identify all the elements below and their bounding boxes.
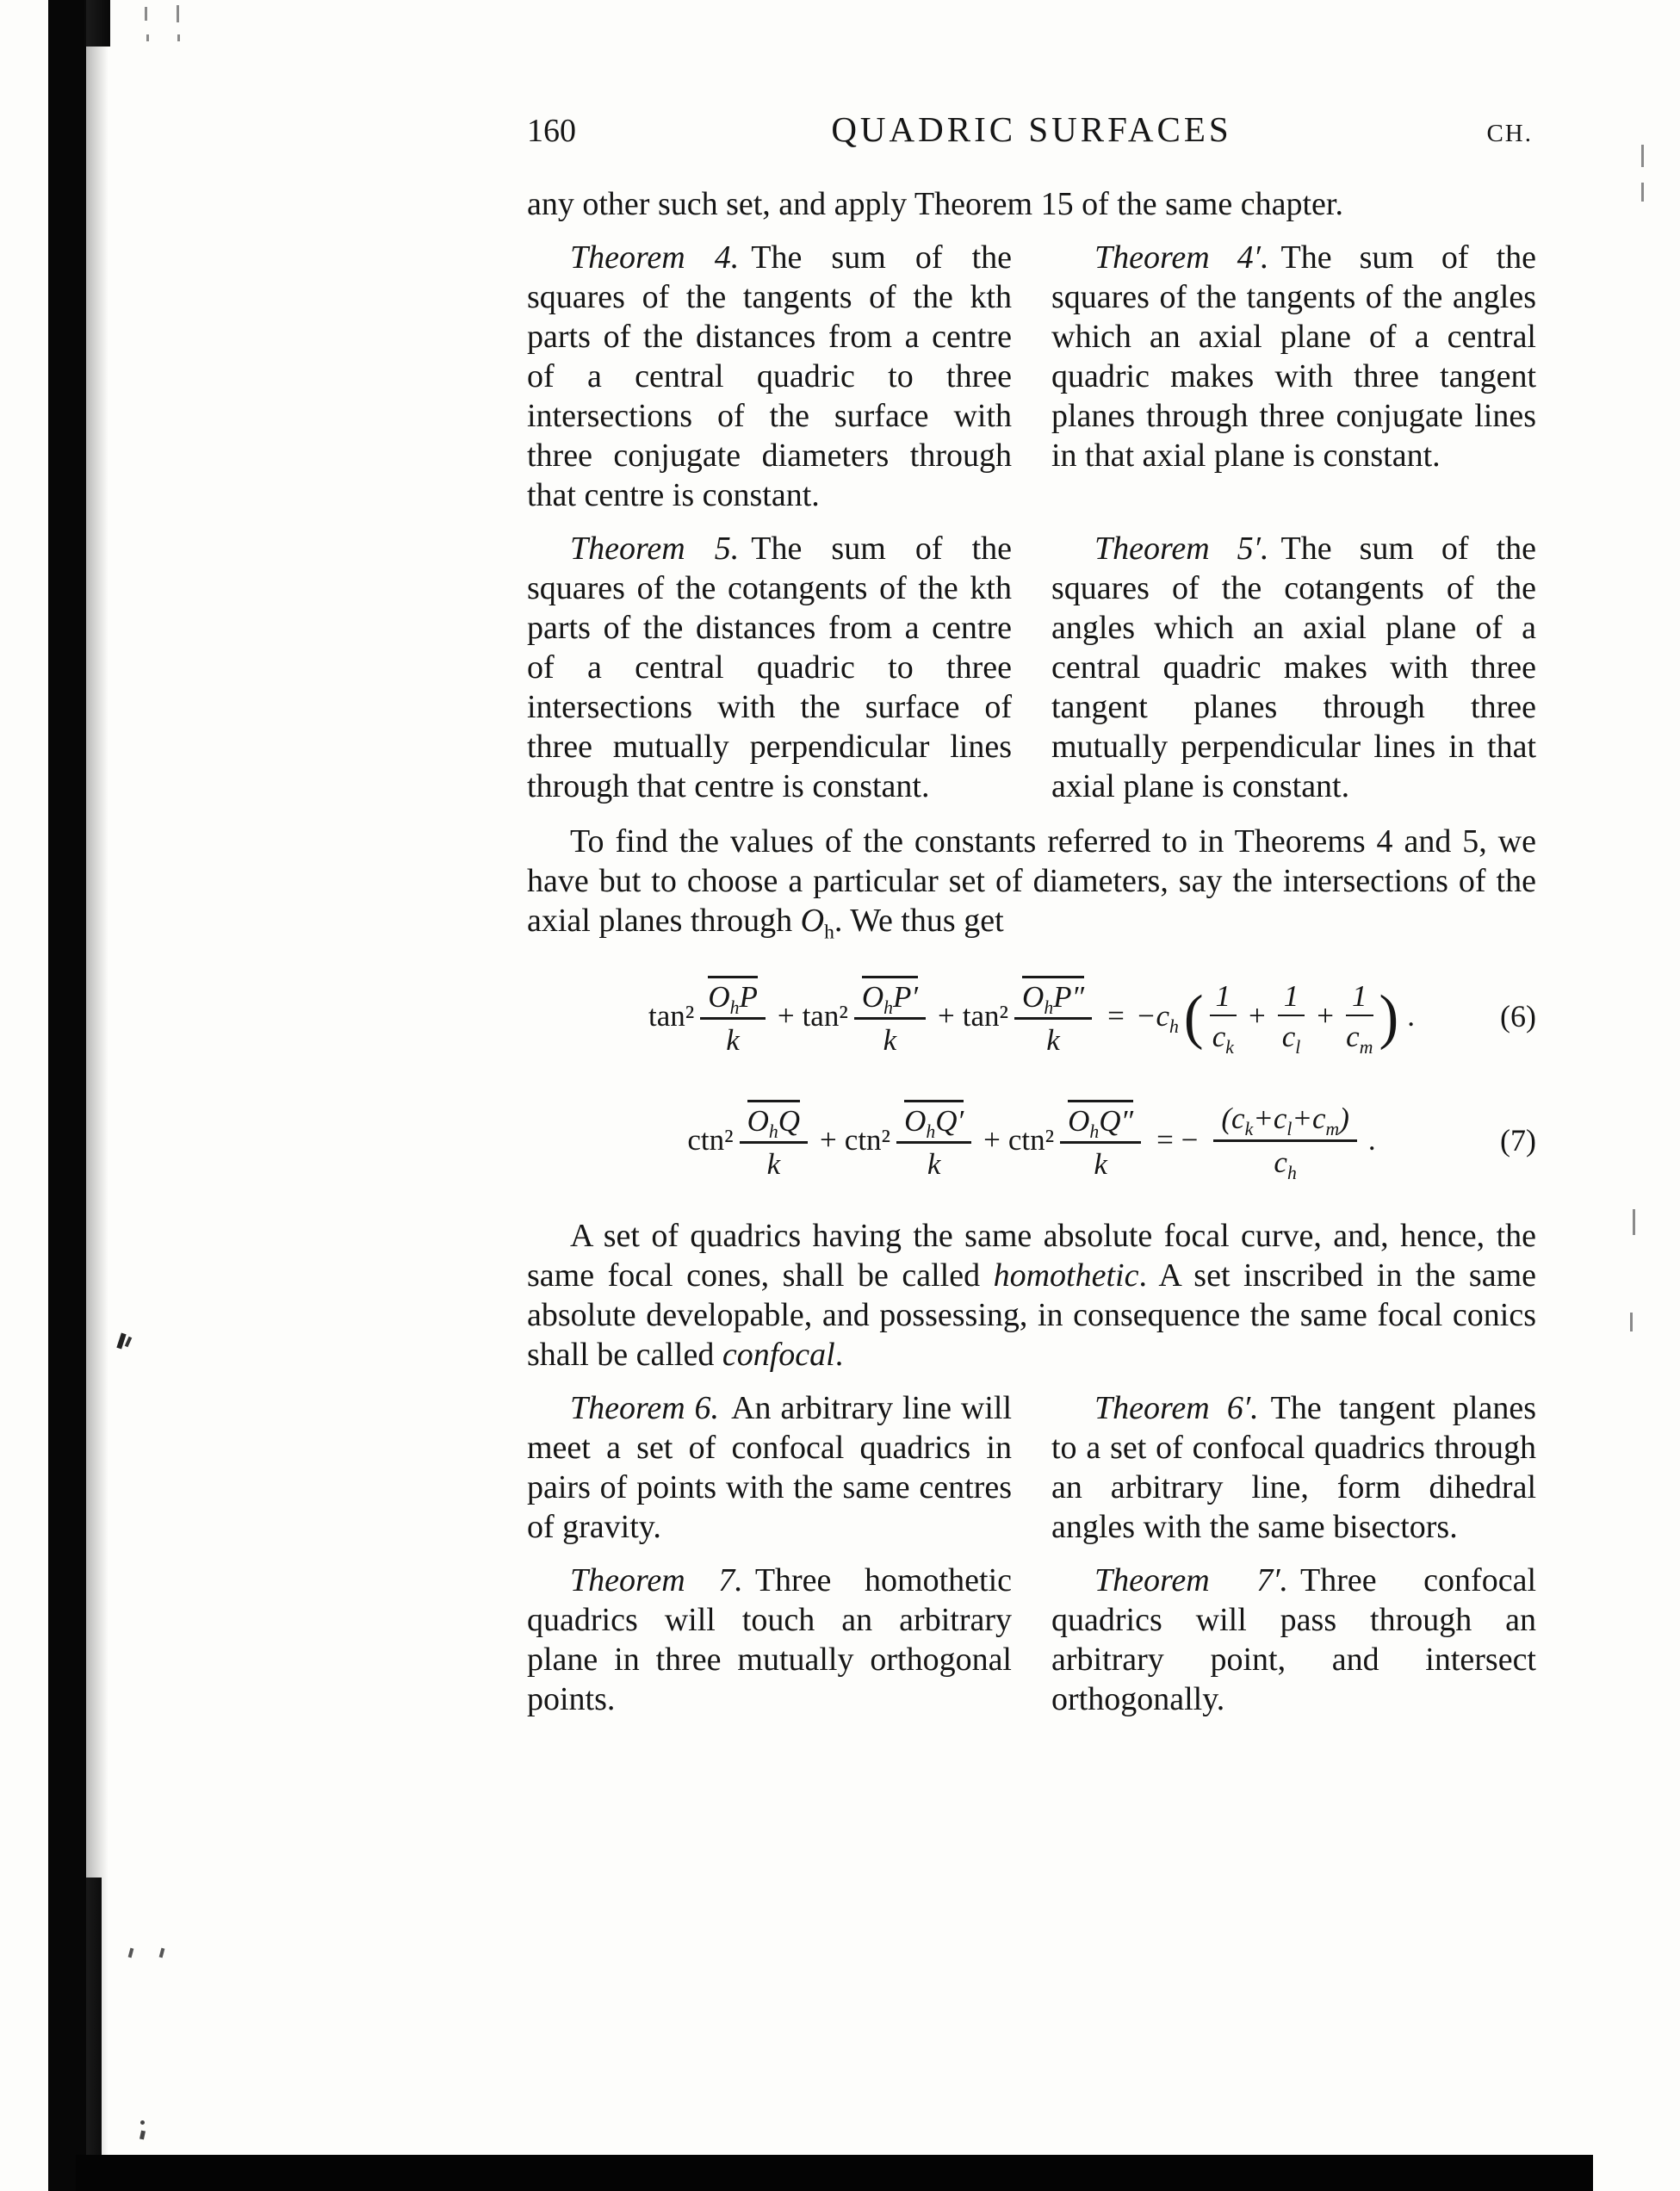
math-function: tan² — [802, 999, 848, 1033]
fraction-numerator — [896, 1100, 971, 1144]
equals-operator: = − — [1156, 1123, 1199, 1157]
theorem-7-prime — [1051, 1561, 1536, 1719]
math-fraction — [1060, 1100, 1141, 1181]
theorem-label: Theorem 7. — [570, 1562, 743, 1598]
math-var: P″ — [1053, 979, 1085, 1014]
theorem-body: Three confocal quadrics will pass through an arbitrary point, and intersect orthogonally. — [1051, 1562, 1536, 1717]
fraction-denominator: k — [883, 1023, 897, 1057]
scan-artifact — [177, 5, 179, 22]
scan-artifact — [1641, 145, 1644, 167]
scan-artifact — [1630, 1313, 1633, 1331]
fraction-denominator: k — [1046, 1023, 1060, 1057]
plus-operator: + — [820, 1123, 837, 1157]
theorem-label: Theorem 4. — [570, 239, 740, 276]
intro-paragraph: any other such set, and apply Theorem 15 of the same chapter. — [527, 186, 1343, 222]
italic-term: homothetic — [993, 1257, 1139, 1294]
math-subscript: k — [1244, 1119, 1254, 1140]
overlined-segment — [708, 976, 758, 1018]
paragraph-text: . — [834, 1337, 844, 1373]
theorem-body: The tangent planes to a set of confocal quadrics through an arbitrary line, form dihedral angles with the same bisectors. — [1051, 1390, 1536, 1545]
theorem-4 — [527, 238, 1012, 515]
fraction-denominator: k — [1094, 1147, 1107, 1181]
math-subscript: l — [1286, 1119, 1293, 1140]
mid-paragraph-text: To find the values of the constants referred to in Theorems 4 and 5, we have but to choose a particular set of diameters, say the intersections of the axial planes through — [527, 823, 1536, 939]
theorem-7 — [527, 1561, 1012, 1719]
open-paren: ( — [1183, 981, 1204, 1050]
theorem-label: Theorem 5′. — [1094, 531, 1269, 567]
scan-bottom-strip — [76, 2155, 1593, 2191]
theorem-pair-6 — [527, 1388, 1536, 1547]
scan-artifact — [146, 34, 149, 41]
theorem-body: The sum of the squares of the cotangents of the angles which an axial plane of a central quadric makes with three tangent planes through three mutually perpendicular lines in that axial plane is constant. — [1051, 531, 1536, 804]
theorem-pair-7 — [527, 1561, 1536, 1719]
math-subscript: h — [1169, 1016, 1179, 1037]
theorem-label: Theorem 6′. — [1094, 1390, 1259, 1426]
math-var: O — [800, 903, 825, 939]
math-subscript: h — [883, 996, 893, 1018]
math-subscript: h — [926, 1120, 936, 1142]
math-subscript: l — [1295, 1037, 1301, 1058]
fraction-numerator: 1 — [1346, 979, 1373, 1016]
equation-number: (6) — [1500, 999, 1536, 1033]
fraction-numerator — [1213, 1102, 1357, 1141]
theorem-body: The sum of the squares of the tangents of the angles which an axial plane of a central quadric makes with three tangent planes through three conjugate lines in that axial plane is constant. — [1051, 239, 1536, 474]
italic-term: confocal — [722, 1337, 835, 1373]
math-var: −c — [1135, 999, 1170, 1033]
running-title: QUADRIC SURFACES — [831, 109, 1232, 149]
scan-artifact — [177, 34, 180, 41]
fraction-denominator — [1281, 1016, 1301, 1058]
math-var: O — [1068, 1103, 1090, 1138]
math-function: ctn² — [687, 1123, 734, 1157]
math-var: Q″ — [1099, 1103, 1134, 1138]
math-var: c — [1274, 1145, 1287, 1179]
theorem-pair-4 — [527, 238, 1536, 515]
math-fraction — [1278, 978, 1305, 1058]
mid-paragraph-text: . We thus get — [834, 903, 1004, 939]
math-subscript: h — [1089, 1120, 1100, 1142]
page-content — [527, 109, 1536, 1719]
fraction-denominator — [1346, 1016, 1373, 1058]
theorem-body: The sum of the squares of the tangents of the kth parts of the distances from a centre of a central quadric to three intersections of the surface with three conjugate diameters through that centre is constant. — [527, 239, 1012, 513]
equation-7 — [527, 1092, 1536, 1189]
math-var: c — [1212, 1020, 1226, 1053]
plus-operator: + — [938, 999, 955, 1033]
scan-edge-shadow — [86, 0, 108, 2191]
equals-operator: = — [1107, 999, 1125, 1033]
math-function: ctn² — [1007, 1123, 1055, 1157]
math-fraction — [1210, 978, 1237, 1058]
theorem-5-prime — [1051, 529, 1536, 806]
sentence-period: . — [1407, 999, 1415, 1033]
math-fraction — [700, 976, 766, 1057]
math-coefficient — [1135, 999, 1179, 1037]
theorem-6-prime — [1051, 1388, 1536, 1547]
math-function: tan² — [962, 999, 1009, 1033]
fraction-denominator — [1212, 1016, 1234, 1058]
math-subscript: h — [729, 996, 740, 1018]
math-var: c — [1346, 1020, 1360, 1053]
plus-operator: + — [983, 1123, 1001, 1157]
scan-edge-band — [48, 0, 86, 2191]
math-var: Q — [778, 1103, 801, 1138]
equation-number: (7) — [1500, 1123, 1536, 1158]
fraction-numerator — [740, 1100, 808, 1144]
math-var: +c — [1253, 1102, 1287, 1136]
fraction-numerator — [854, 976, 926, 1020]
theorem-body: Three homothetic quadrics will touch an arbitrary plane in three mutually orthogonal points. — [527, 1562, 1012, 1717]
scan-artifact — [1633, 1209, 1635, 1235]
scan-artifact — [1641, 183, 1644, 202]
plus-operator: + — [1317, 999, 1335, 1033]
math-var: (c — [1221, 1102, 1245, 1136]
math-var: O — [708, 979, 730, 1014]
theorem-5 — [527, 529, 1012, 806]
theorem-label: Theorem 6. — [570, 1390, 720, 1426]
math-subscript: m — [1359, 1037, 1373, 1058]
fraction-numerator — [1060, 1100, 1141, 1144]
page-number: 160 — [527, 113, 576, 149]
plus-operator: + — [1249, 999, 1266, 1033]
sentence-period: . — [1367, 1123, 1376, 1157]
overlined-segment — [1022, 976, 1085, 1018]
math-subscript: k — [1225, 1037, 1234, 1058]
overlined-segment — [861, 976, 919, 1018]
theorem-label: Theorem 4′. — [1094, 239, 1269, 276]
theorem-label: Theorem 5. — [570, 531, 740, 567]
fraction-denominator — [1274, 1142, 1297, 1183]
math-function: tan² — [648, 999, 695, 1033]
math-function: ctn² — [844, 1123, 891, 1157]
theorem-pair-5 — [527, 529, 1536, 806]
math-subscript: h — [824, 921, 834, 944]
close-paren: ) — [1379, 981, 1399, 1050]
theorem-body: The sum of the squares of the cotangents of the kth parts of the distances from a centre of a central quadric to three intersections with the surface of three mutually perpendicular lines through that centre is constant. — [527, 531, 1012, 804]
scan-artifact — [128, 1948, 134, 1958]
scan-artifact — [140, 2120, 145, 2125]
scan-artifact — [139, 2131, 146, 2140]
theorem-body: An arbitrary line will meet a set of confocal quadrics in pairs of points with the same centres of gravity. — [527, 1390, 1013, 1545]
fraction-numerator: 1 — [1278, 979, 1305, 1016]
page-header — [527, 109, 1536, 150]
mid-paragraph — [527, 822, 1536, 944]
math-var: O — [904, 1103, 927, 1138]
math-subscript: m — [1325, 1119, 1340, 1140]
chapter-mark: CH. — [1486, 120, 1533, 147]
fraction-numerator — [1014, 976, 1092, 1020]
scan-artifact — [159, 1948, 165, 1958]
homothetic-paragraph — [527, 1216, 1536, 1375]
theorem-4-prime — [1051, 238, 1536, 515]
math-var: ) — [1339, 1102, 1349, 1136]
fraction-numerator — [700, 976, 766, 1020]
plus-operator: + — [777, 999, 795, 1033]
overlined-segment — [747, 1100, 801, 1142]
math-fraction — [1346, 978, 1373, 1058]
math-var: Q′ — [935, 1103, 964, 1138]
math-subscript: h — [1286, 1162, 1297, 1183]
math-var: P′ — [892, 979, 919, 1014]
math-fraction — [1014, 976, 1092, 1057]
math-var: P — [739, 979, 758, 1014]
theorem-6 — [527, 1388, 1012, 1547]
theorem-label: Theorem 7′. — [1094, 1562, 1289, 1598]
math-fraction — [896, 1100, 971, 1181]
equation-6 — [527, 968, 1536, 1064]
math-var: c — [1281, 1020, 1296, 1053]
math-subscript: h — [1044, 996, 1054, 1018]
overlined-segment — [1068, 1100, 1134, 1142]
scan-artifact — [125, 1337, 133, 1348]
fraction-denominator: k — [766, 1147, 781, 1181]
math-fraction — [854, 976, 926, 1057]
scan-artifact — [145, 7, 147, 21]
math-var: +c — [1292, 1102, 1326, 1136]
math-var: O — [861, 979, 884, 1014]
math-var: O — [747, 1103, 769, 1138]
paragraph-text: A set of quadrics having the same absolute focal curve, and, hence, the same focal cones, shall be called — [527, 1218, 1536, 1294]
fraction-numerator: 1 — [1210, 979, 1237, 1016]
fraction-denominator: k — [927, 1147, 941, 1181]
fraction-denominator: k — [726, 1023, 740, 1057]
overlined-segment — [904, 1100, 964, 1142]
math-fraction — [740, 1100, 808, 1181]
math-subscript: h — [768, 1120, 778, 1142]
scan-artifact — [116, 1333, 126, 1350]
paragraph-text: . A set inscribed in the same absolute developable, and possessing, in consequence the same focal conics shall be called — [527, 1257, 1536, 1373]
math-fraction — [1213, 1102, 1357, 1183]
math-var: O — [1022, 979, 1045, 1014]
